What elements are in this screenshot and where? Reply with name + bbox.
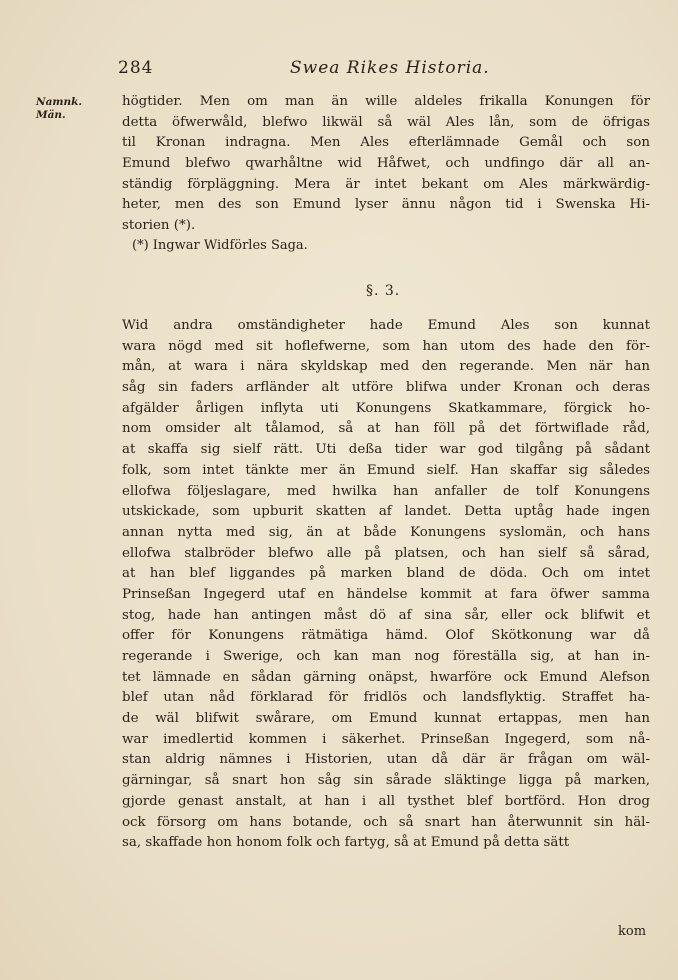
text-line: at han blef liggandes på marken bland de döda. Och om intet: [122, 566, 650, 582]
text-line: gärningar, så snart hon såg sin sårade släktinge ligga på marken,: [122, 773, 650, 789]
page-number: 284: [118, 58, 154, 78]
text-line: regerande i Swerige, och kan man nog föreställa sig, at han in-: [122, 649, 650, 664]
text-line: utskickade, som upburit skatten af landet. Detta uptåg hade ingen: [122, 504, 650, 520]
text-line: såg sin faders arfländer alt utföre blifwa under Kronan och deras: [122, 380, 650, 396]
text-line: ständig förpläggning. Mera är intet bekant om Ales märkwärdig-: [122, 176, 650, 192]
text-line: ellofwa stalbröder blefwo alle på platsen, och han sielf så sårad,: [122, 545, 650, 561]
text-line: annan nytta med sig, än at både Konungens syslomän, och hans: [122, 524, 650, 540]
text-line: gjorde genast anstalt, at han i all tysthet blef bortförd. Hon drog: [122, 793, 650, 809]
text-line: nom omsider alt tålamod, så at han föll på det förtwiflade råd,: [122, 421, 650, 437]
text-line: Prinseßan Ingegerd utaf en händelse kommit at fara öfwer samma: [122, 586, 650, 602]
text-line: Wid andra omständigheter hade Emund Ales son kunnat: [122, 318, 650, 333]
margin-note: [36, 96, 118, 122]
text-line: högtider. Men om man än wille aldeles frikalla Konungen för: [122, 94, 650, 109]
text-line: stan aldrig nämnes i Historien, utan då där är frågan om wäl-: [122, 752, 650, 768]
text-line: til Kronan indragna. Men Ales efterlämnade Gemål och son: [122, 135, 650, 151]
text-line: at skaffa sig sielf rätt. Uti deßa tider war god tilgång på sådant: [122, 442, 650, 458]
text-line: war imedlertid kommen i säkerhet. Prinseßan Ingegerd, som nå-: [122, 731, 650, 747]
text-line: Emund blefwo qwarhåltne wid Håfwet, och undfingo där all an-: [122, 156, 650, 172]
page-header: [118, 58, 558, 84]
text-line: heter, men des son Emund lyser ännu någon tid i Swenska Hi-: [122, 197, 650, 213]
text-line: afgälder årligen inflyta uti Konungens Skatkammare, förgick ho-: [122, 400, 650, 416]
section-heading: §. 3.: [366, 283, 401, 299]
text-line: mån, at wara i nära skyldskap med den regerande. Men när han: [122, 359, 650, 375]
text-line: ock försorg om hans botande, och så snart han återwunnit sin häl-: [122, 814, 650, 830]
text-line: offer för Konungens rätmätiga hämd. Olof Skötkonung war då: [122, 628, 650, 644]
running-title: Swea Rikes Historia.: [290, 58, 490, 78]
paragraph-1: [122, 92, 650, 237]
text-line: blef utan nåd förklarad för fridlös och landsflyktig. Straffet ha-: [122, 690, 650, 706]
text-line: ellofwa följeslagare, med hwilka han anfaller de tolf Konungens: [122, 483, 650, 499]
text-line: sa, skaffade hon honom folk och fartyg, så at Emund på detta sätt: [122, 835, 570, 851]
text-line: wara nögd med sit hoflefwerne, som han utom des hade den för-: [122, 338, 650, 354]
text-line: folk, som intet tänkte mer än Emund sielf. Han skaffar sig således: [122, 462, 650, 478]
text-line: storien (*).: [122, 218, 196, 234]
paragraph-2: [122, 316, 650, 854]
text-line: tet lämnade en sådan gärning onäpst, hwarföre ock Emund Alefson: [122, 669, 650, 685]
catchword: kom: [618, 924, 647, 939]
margin-note-line: Män.: [36, 109, 66, 121]
text-line: de wäl blifwit swårare, om Emund kunnat ertappas, men han: [122, 711, 650, 727]
text-line: stog, hade han antingen måst dö af sina sår, eller ock blifwit et: [122, 607, 650, 623]
footnote: (*) Ingwar Widförles Saga.: [132, 238, 308, 253]
text-line: detta öfwerwåld, blefwo likwäl så wäl Ales lån, som de öfrigas: [122, 114, 650, 130]
margin-note-line: Namnk.: [36, 96, 83, 108]
